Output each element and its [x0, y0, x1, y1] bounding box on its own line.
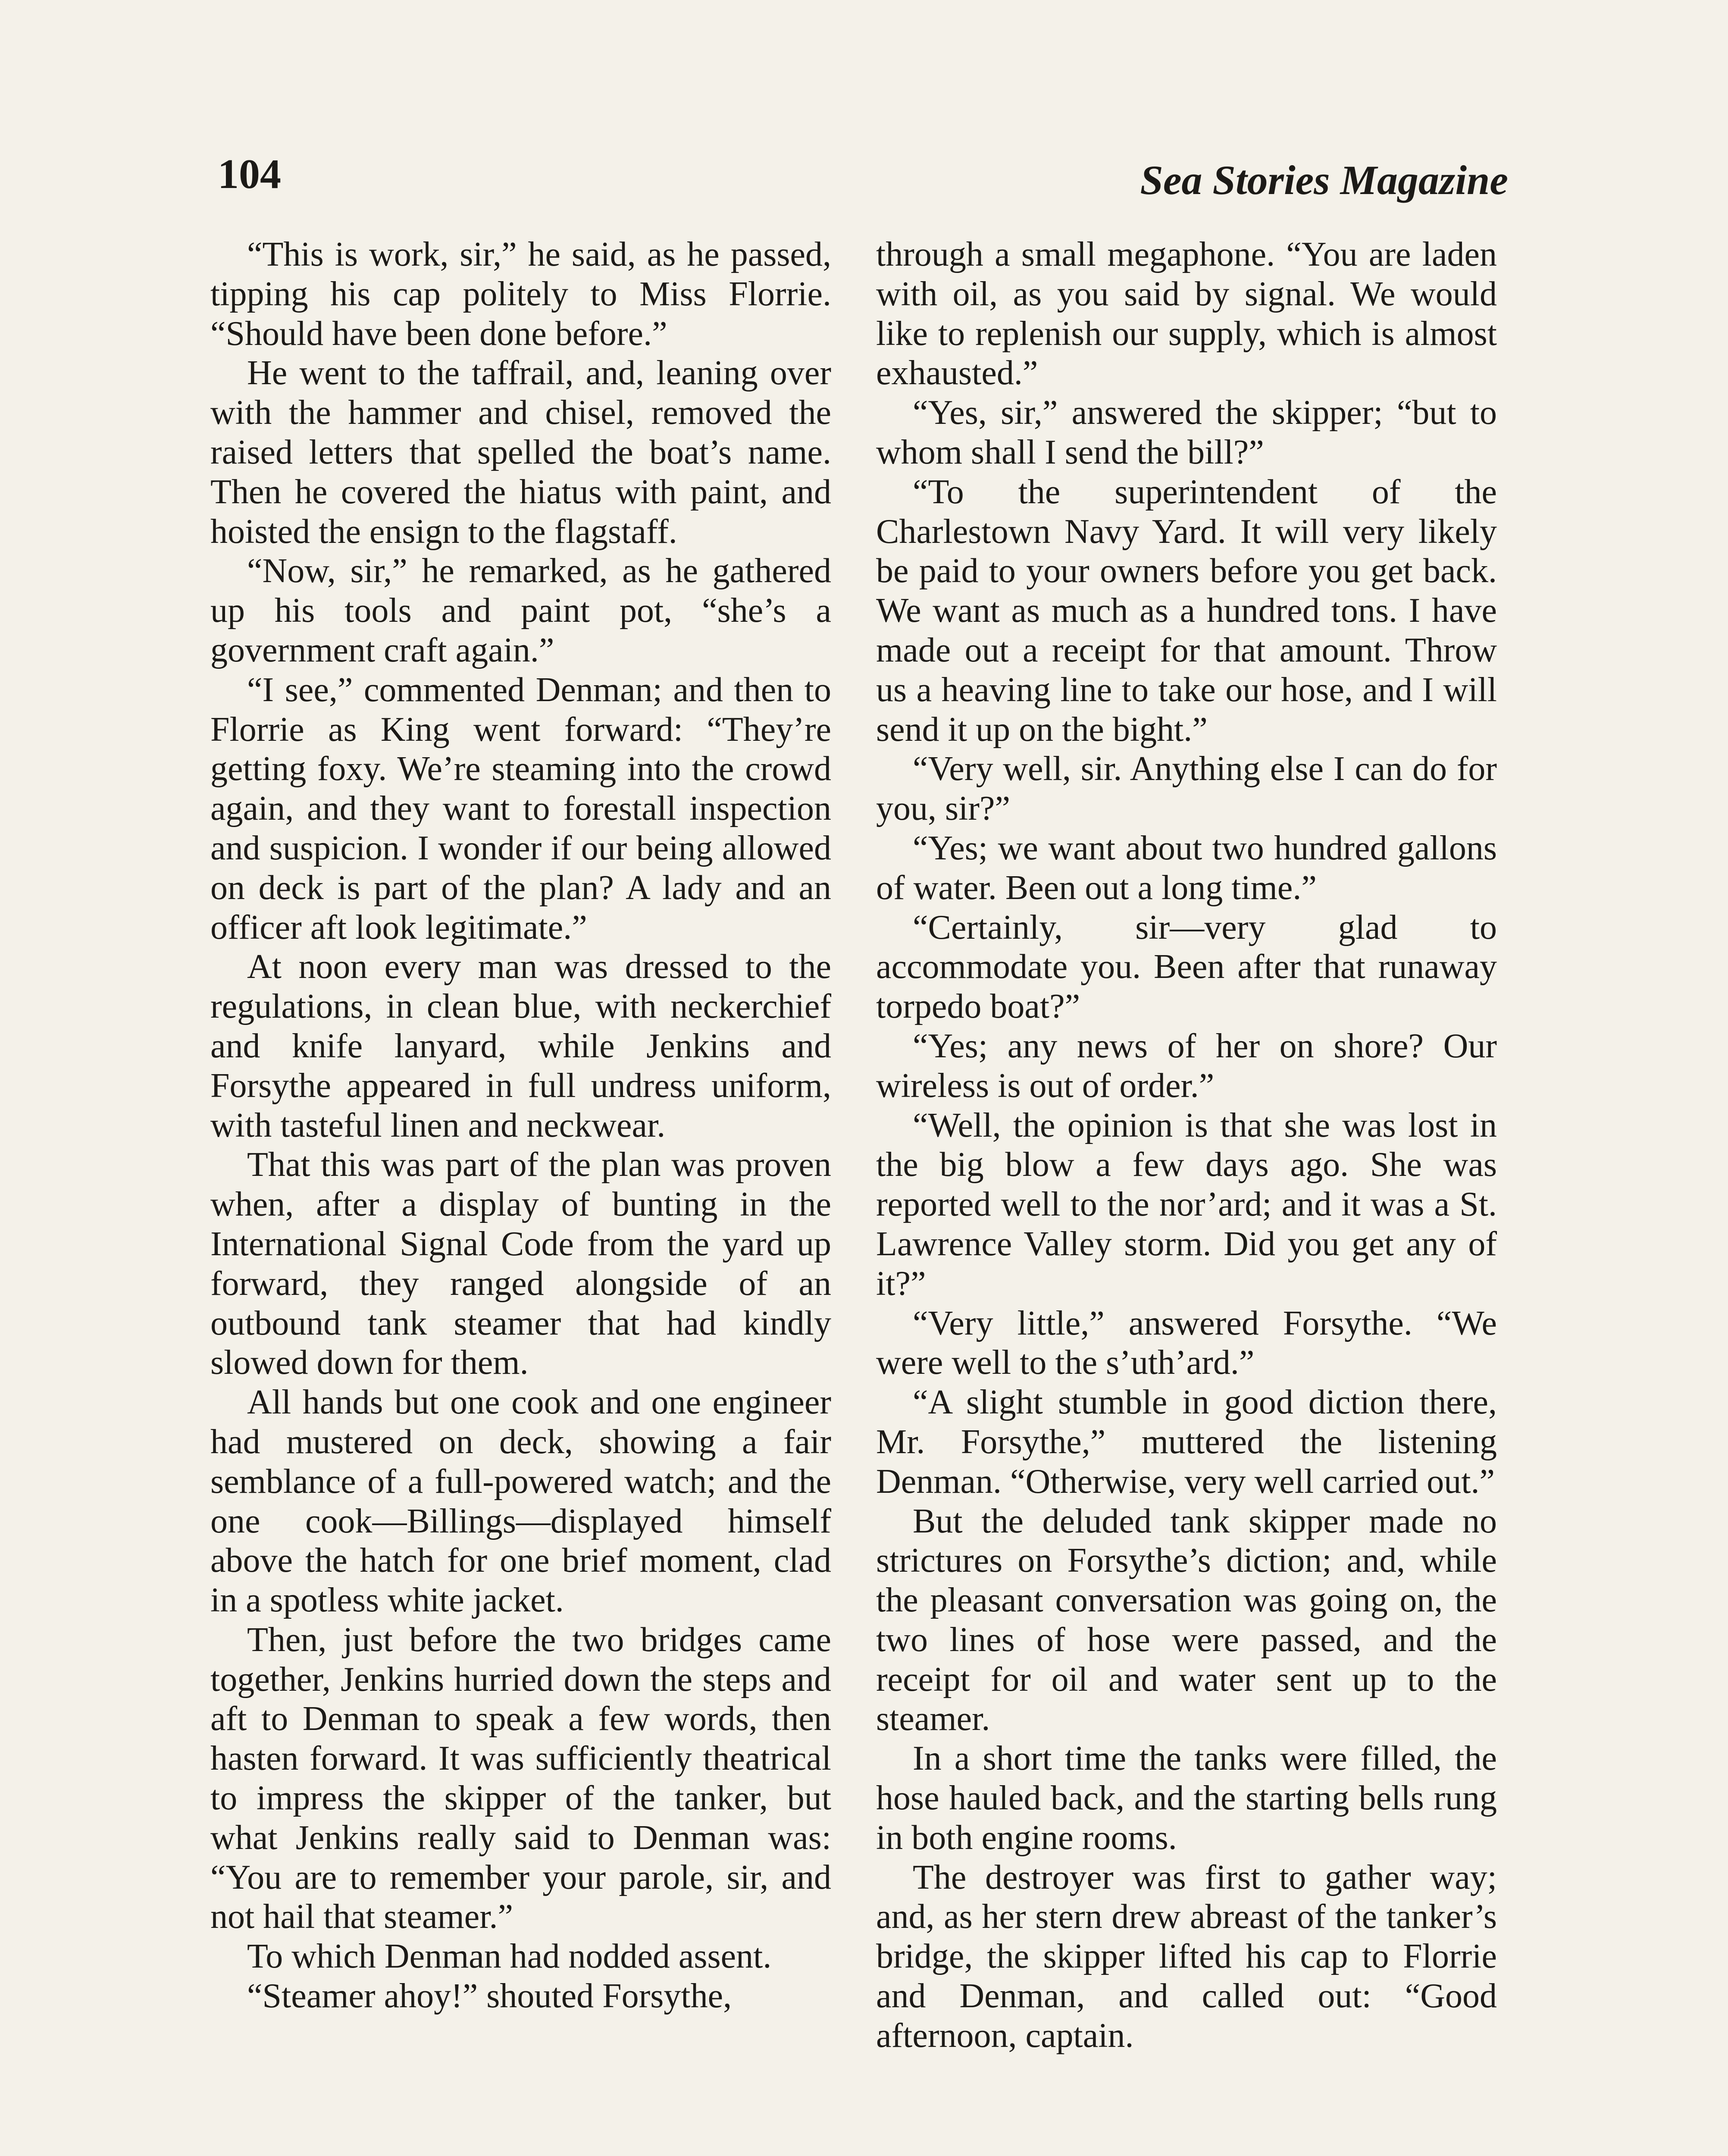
paragraph: At noon every man was dressed to the regulations, in clean blue, with neckerchief and knife lanyard, while Jenkins and Forsythe appeared in full undress uniform, with tasteful linen and neckwear.: [210, 948, 831, 1144]
paragraph: “This is work, sir,” he said, as he passed, tipping his cap politely to Miss Florrie. “Should have been done before.”: [210, 235, 831, 353]
paragraph: But the deluded tank skipper made no strictures on Forsythe’s diction; and, while the pleasant conversation was going on, the two lines of hose were passed, and the receipt for oil and water sent up to the steamer.: [876, 1502, 1497, 1738]
paragraph: “A slight stumble in good diction there, Mr. Forsythe,” muttered the listening Denman. “Otherwise, very well carried out.”: [876, 1383, 1497, 1501]
paragraph: “Very little,” answered Forsythe. “We were well to the s’uth’ard.”: [876, 1304, 1497, 1382]
paragraph: The destroyer was first to gather way; and, as her stern drew abreast of the tanker’s bridge, the skipper lifted his cap to Florrie and Denman, and called out: “Good afternoon, captain.: [876, 1858, 1497, 2055]
paragraph: In a short time the tanks were filled, the hose hauled back, and the starting bells rung in both engine rooms.: [876, 1739, 1497, 1857]
paragraph: He went to the taffrail, and, leaning over with the hammer and chisel, removed the raised letters that spelled the boat’s name. Then he covered the hiatus with paint, and hoisted the ensign to the flagstaff.: [210, 354, 831, 551]
paragraph: All hands but one cook and one engineer had mustered on deck, showing a fair semblance of a full-powered watch; and the one cook—Billings—displayed himself above the hatch for one brief moment, clad in a spotless white jacket.: [210, 1383, 831, 1620]
paragraph: “Certainly, sir—very glad to accommodate you. Been after that runaway torpedo boat?”: [876, 908, 1497, 1026]
page-number: 104: [218, 151, 281, 197]
paragraph: “Yes, sir,” answered the skipper; “but to whom shall I send the bill?”: [876, 394, 1497, 471]
paragraph: “Yes; we want about two hundred gallons of water. Been out a long time.”: [876, 829, 1497, 907]
paragraph: “Steamer ahoy!” shouted Forsythe,: [247, 1977, 732, 2015]
paragraph: “Very well, sir. Anything else I can do for you, sir?”: [876, 750, 1497, 828]
running-head-title: Sea Stories Magazine: [1140, 157, 1508, 203]
paragraph: To which Denman had nodded assent.: [247, 1937, 772, 1976]
right-text-column: [876, 235, 1497, 2056]
paragraph: That this was part of the plan was proven when, after a display of bunting in the International Signal Code from the yard up forward, they ranged alongside of an outbound tank steamer that had kindly slowed down for them.: [210, 1146, 831, 1382]
left-text-column: [210, 235, 831, 2016]
paragraph: “To the superintendent of the Charlestown Navy Yard. It will very likely be paid to your owners before you get back. We want as much as a hundred tons. I have made out a receipt for that amount. Throw us a heaving line to take our hose, and I will send it up on the bight.”: [876, 473, 1497, 749]
paragraph: “Well, the opinion is that she was lost in the big blow a few days ago. She was reported well to the nor’ard; and it was a St. Lawrence Valley storm. Did you get any of it?”: [876, 1106, 1497, 1303]
paragraph: “Yes; any news of her on shore? Our wireless is out of order.”: [876, 1027, 1497, 1105]
paragraph-continued: through a small megaphone. “You are laden with oil, as you said by signal. We would like to replenish our supply, which is almost exhausted.”: [876, 235, 1497, 392]
paragraph: “I see,” commented Denman; and then to Florrie as King went forward: “They’re getting foxy. We’re steaming into the crowd again, and they want to forestall inspection and suspicion. I wonder if our being allowed on deck is part of the plan? A lady and an officer aft look legitimate.”: [210, 671, 831, 946]
paragraph: Then, just before the two bridges came together, Jenkins hurried down the steps and aft to Denman to speak a few words, then hasten forward. It was sufficiently theatrical to impress the skipper of the tanker, but what Jenkins really said to Denman was: “You are to remember your parole, sir, and not hail that steamer.”: [210, 1620, 831, 1936]
paragraph: “Now, sir,” he remarked, as he gathered up his tools and paint pot, “she’s a government craft again.”: [210, 552, 831, 669]
